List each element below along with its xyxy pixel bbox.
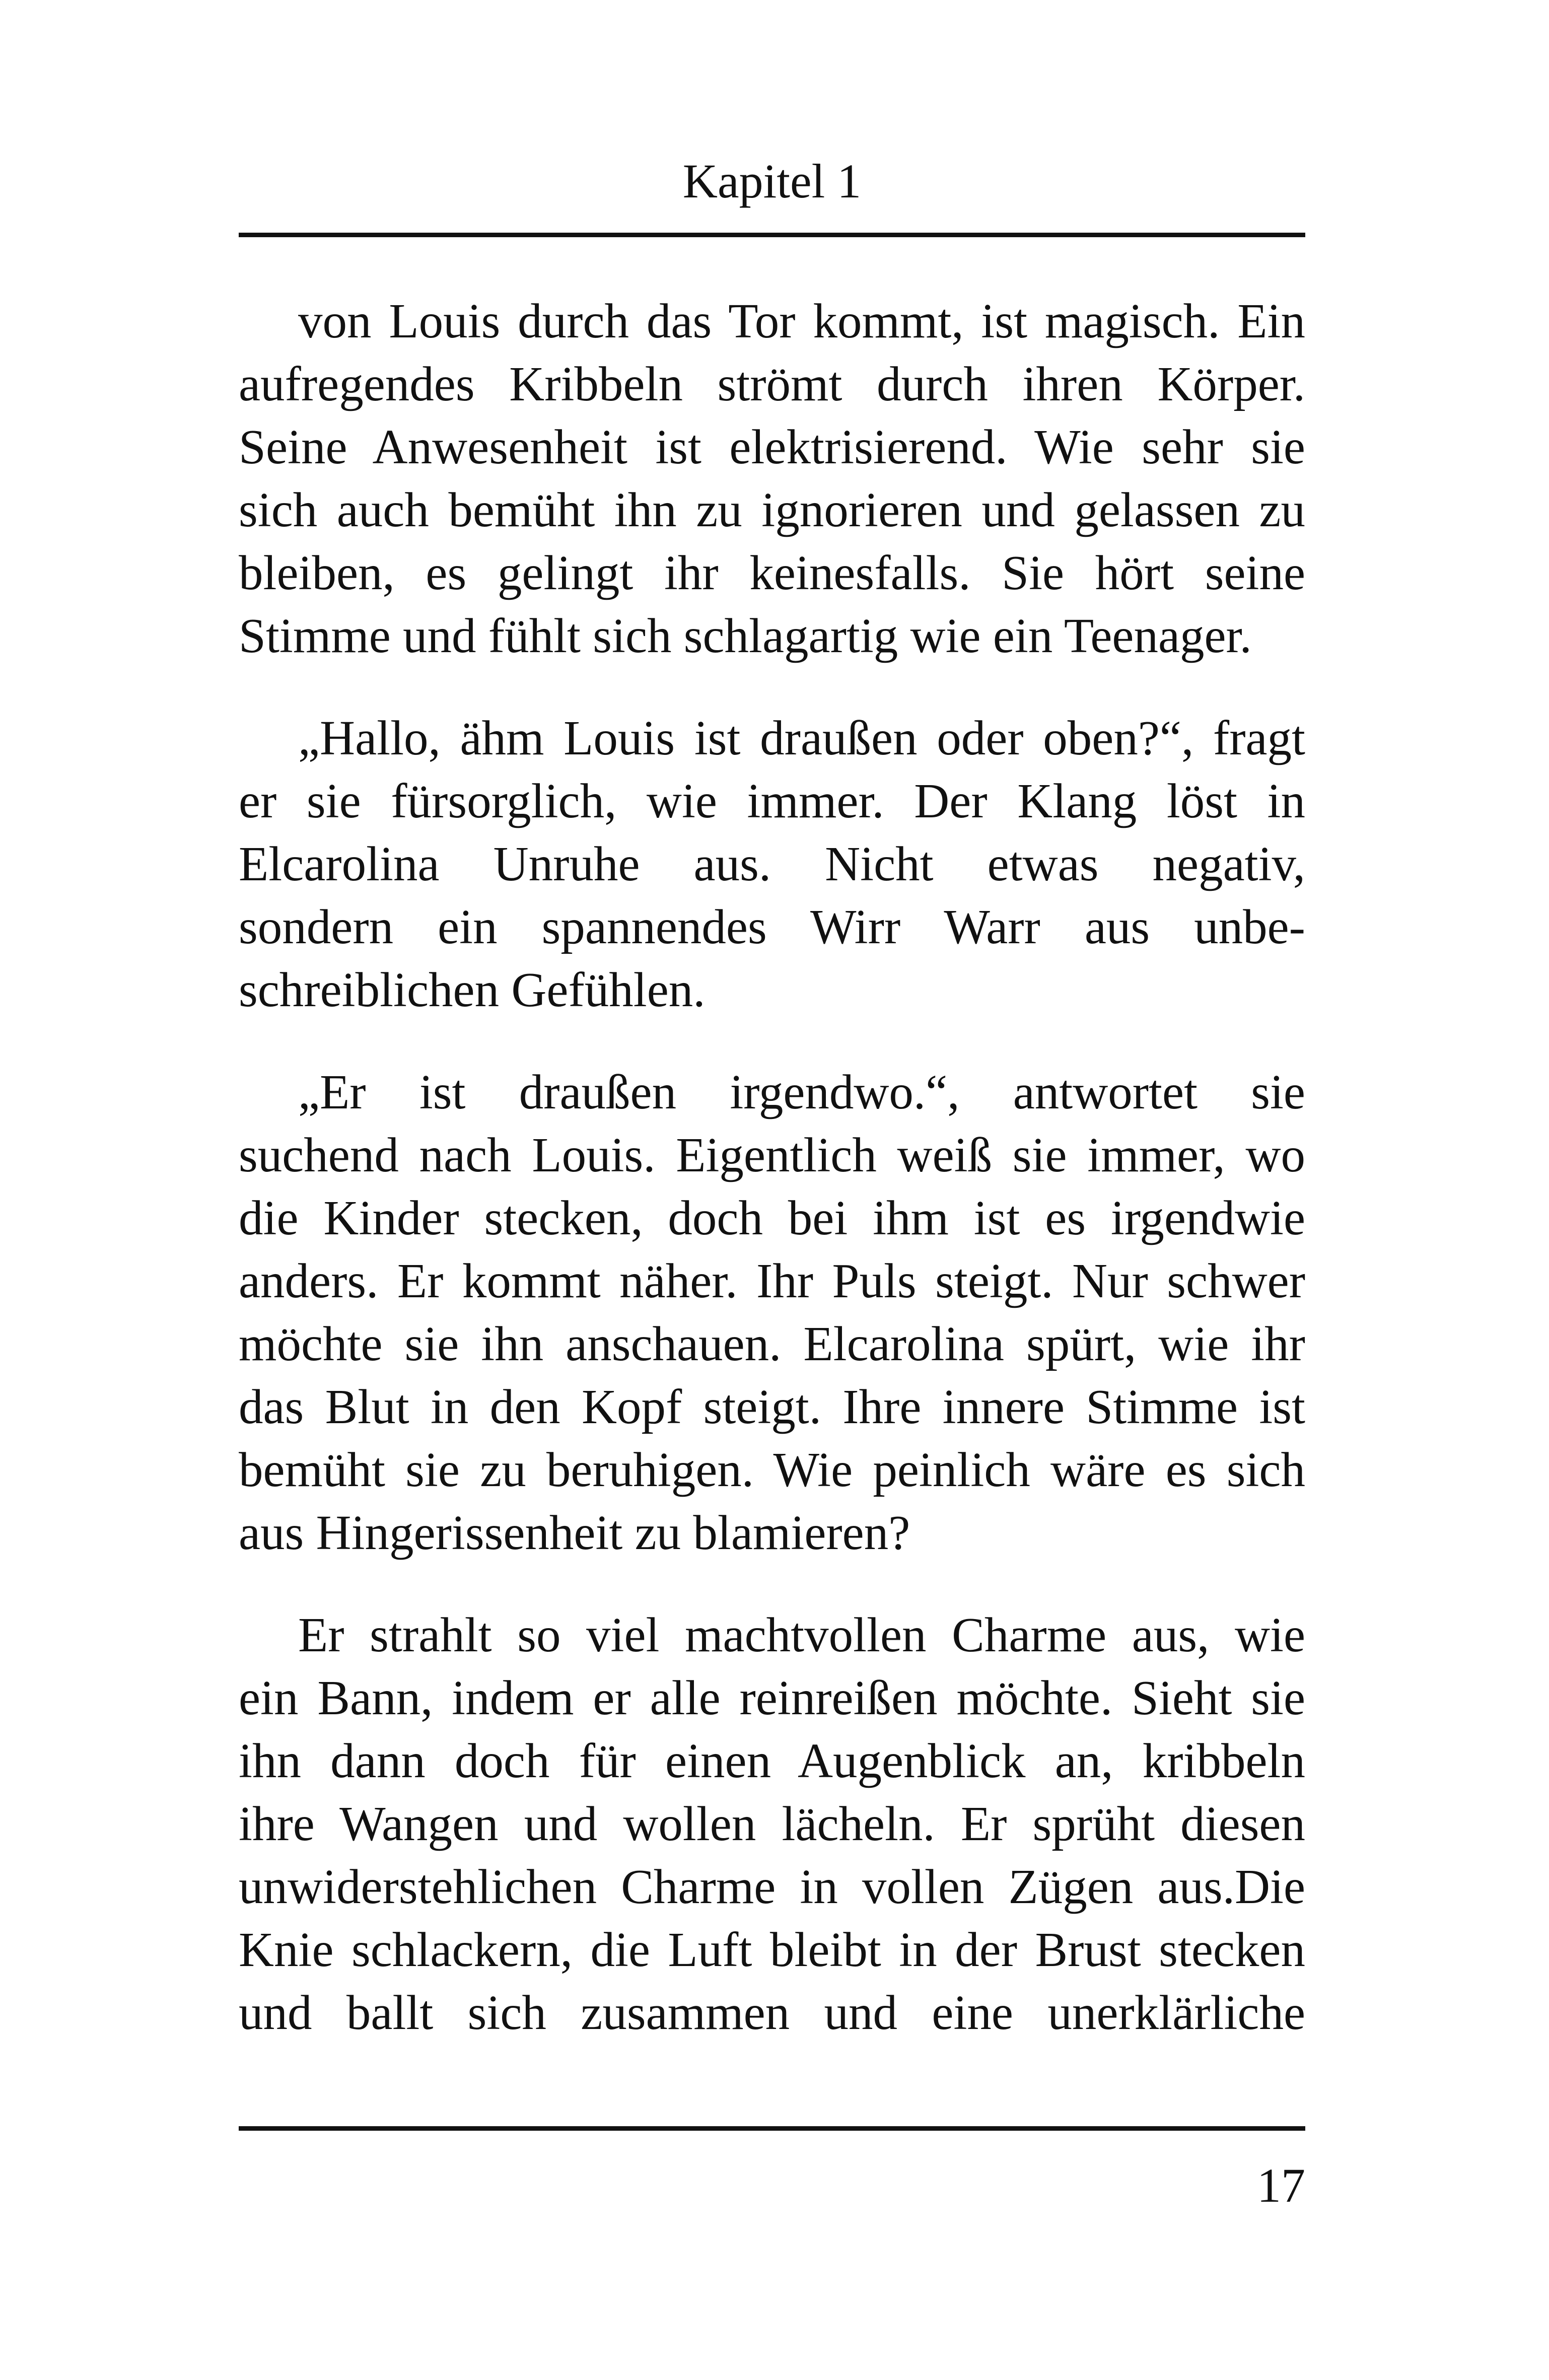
text-line: aus Hingerissenheit zu blamieren?	[239, 1506, 910, 1560]
paragraph-gap	[239, 1564, 1305, 1603]
footer-rule	[239, 2126, 1305, 2131]
text-line: schreiblichen Gefühlen.	[239, 963, 706, 1017]
text-line: Elcarolina Unruhe aus. Nicht etwas negativ,	[239, 837, 1305, 891]
text-line: ihn dann doch für einen Augenblick an, kribbeln	[239, 1734, 1305, 1788]
body-text	[239, 290, 1305, 2044]
text-line: Seine Anwesenheit ist elektrisierend. Wie sehr sie	[239, 420, 1305, 474]
header-rule	[239, 233, 1305, 237]
text-line: Er strahlt so viel machtvollen Charme aus, wie	[298, 1608, 1305, 1662]
text-line: von Louis durch das Tor kommt, ist magisch. Ein	[298, 294, 1305, 348]
page-number: 17	[1257, 2158, 1305, 2212]
text-line: „Er ist draußen irgendwo.“, antwortet sie	[298, 1065, 1305, 1119]
paragraph-gap	[239, 1021, 1305, 1061]
text-line: Stimme und fühlt sich schlagartig wie ein Teenager.	[239, 609, 1252, 663]
text-line: „Hallo, ähm Louis ist draußen oder oben?“, fragt	[298, 711, 1305, 765]
text-line: ein Bann, indem er alle reinreißen möchte. Sieht sie	[239, 1671, 1305, 1725]
text-line: suchend nach Louis. Eigentlich weiß sie immer, wo	[239, 1128, 1305, 1182]
text-line: Knie schlackern, die Luft bleibt in der Brust stecken	[239, 1923, 1305, 1977]
chapter-running-head: Kapitel 1	[682, 154, 862, 208]
text-line: und ballt sich zusammen und eine unerklärliche	[239, 1986, 1305, 2040]
text-line: anders. Er kommt näher. Ihr Puls steigt. Nur schwer	[239, 1254, 1305, 1308]
text-line: das Blut in den Kopf steigt. Ihre innere Stimme ist	[239, 1380, 1305, 1434]
text-line: ihre Wangen und wollen lächeln. Er sprüht diesen	[239, 1797, 1305, 1851]
text-line: möchte sie ihn anschauen. Elcarolina spürt, wie ihr	[239, 1317, 1305, 1371]
text-line: unwiderstehlichen Charme in vollen Zügen aus.Die	[239, 1860, 1305, 1914]
text-line: die Kinder stecken, doch bei ihm ist es irgendwie	[239, 1191, 1305, 1245]
text-line: er sie fürsorglich, wie immer. Der Klang löst in	[239, 774, 1305, 828]
paragraph-gap	[239, 667, 1305, 707]
text-line: bemüht sie zu beruhigen. Wie peinlich wäre es sich	[239, 1443, 1305, 1497]
text-line: aufregendes Kribbeln strömt durch ihren Körper.	[239, 357, 1305, 411]
text-line: sich auch bemüht ihn zu ignorieren und gelassen zu	[239, 483, 1305, 537]
text-line: sondern ein spannendes Wirr Warr aus unbe-	[239, 900, 1305, 954]
text-line: bleiben, es gelingt ihr keinesfalls. Sie hört seine	[239, 546, 1305, 600]
